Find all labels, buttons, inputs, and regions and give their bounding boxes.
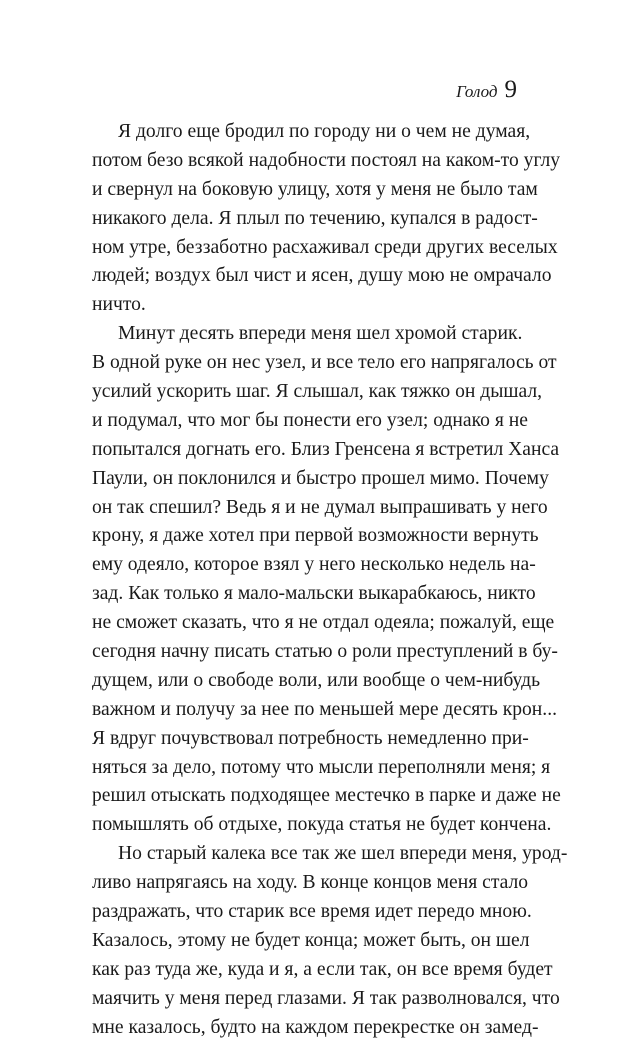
- text-line: и свернул на боковую улицу, хотя у меня не было там: [92, 178, 538, 200]
- text-line: Паули, он поклонился и быстро прошел мимо. Почему: [92, 467, 549, 489]
- text-line: дущем, или о свободе воли, или вообще о чем-нибудь: [92, 669, 541, 691]
- paragraph: [92, 320, 561, 840]
- running-head: [456, 76, 517, 104]
- text-line: Я долго еще бродил по городу ни о чем не думая,: [118, 121, 531, 142]
- text-line: потом безо всякой надобности постоял на каком-то углу: [92, 149, 561, 171]
- text-line: людей; воздух был чист и ясен, душу мою не омрачало: [92, 265, 552, 287]
- page-number: 9: [504, 76, 517, 103]
- text-line: Я вдруг почувствовал потребность немедленно при-: [92, 727, 529, 749]
- text-line: он так спешил? Ведь я и не думал выпрашивать у него: [92, 496, 548, 518]
- text-line: крону, я даже хотел при первой возможности вернуть: [92, 525, 539, 547]
- text-line: попытался догнать его. Близ Гренсена я встретил Ханса: [92, 438, 560, 460]
- text-line: и подумал, что мог бы понести его узел; однако я не: [92, 409, 528, 431]
- text-line: ном утре, беззаботно расхаживал среди других веселых: [92, 236, 558, 258]
- text-line: В одной руке он нес узел, и все тело его напрягалось от: [92, 352, 557, 374]
- text-line: мне казалось, будто на каждом перекрестке он замед-: [92, 1016, 539, 1038]
- page-text: [92, 118, 568, 1043]
- text-line: маячить у меня перед глазами. Я так разволновался, что: [92, 987, 560, 1009]
- text-line: важном и получу за нее по меньшей мере десять крон...: [92, 698, 557, 720]
- text-line: сегодня начну писать статью о роли преступлений в бу-: [92, 641, 558, 663]
- text-line: решил отыскать подходящее местечко в парке и даже не: [92, 785, 561, 807]
- text-line: ничто.: [92, 294, 146, 316]
- text-line: как раз туда же, куда и я, а если так, он все время будет: [92, 958, 553, 980]
- text-line: зад. Как только я мало-мальски выкарабкаюсь, никто: [92, 583, 536, 605]
- text-line: помышлять об отдыхе, покуда статья не будет кончена.: [92, 814, 552, 836]
- text-line: ему одеяло, которое взял у него несколько недель на-: [92, 554, 536, 576]
- text-line: раздражать, что старик все время идет передо мною.: [92, 901, 532, 923]
- text-line: ливо напрягаясь на ходу. В конце концов меня стало: [92, 872, 529, 894]
- running-title: Голод: [456, 82, 498, 101]
- text-line: не сможет сказать, что я не отдал одеяла; пожалуй, еще: [92, 612, 555, 634]
- text-line: Казалось, этому не будет конца; может быть, он шел: [92, 929, 530, 951]
- text-line: Минут десять впереди меня шел хромой старик.: [118, 323, 523, 345]
- text-line: Но старый калека все так же шел впереди меня, урод-: [118, 843, 568, 865]
- text-line: никакого дела. Я плыл по течению, купался в радост-: [92, 207, 538, 229]
- text-line: усилий ускорить шаг. Я слышал, как тяжко он дышал,: [92, 381, 543, 403]
- text-line: няться за дело, потому что мысли переполняли меня; я: [92, 756, 551, 778]
- paragraph: [92, 840, 568, 1042]
- paragraph: [92, 118, 561, 320]
